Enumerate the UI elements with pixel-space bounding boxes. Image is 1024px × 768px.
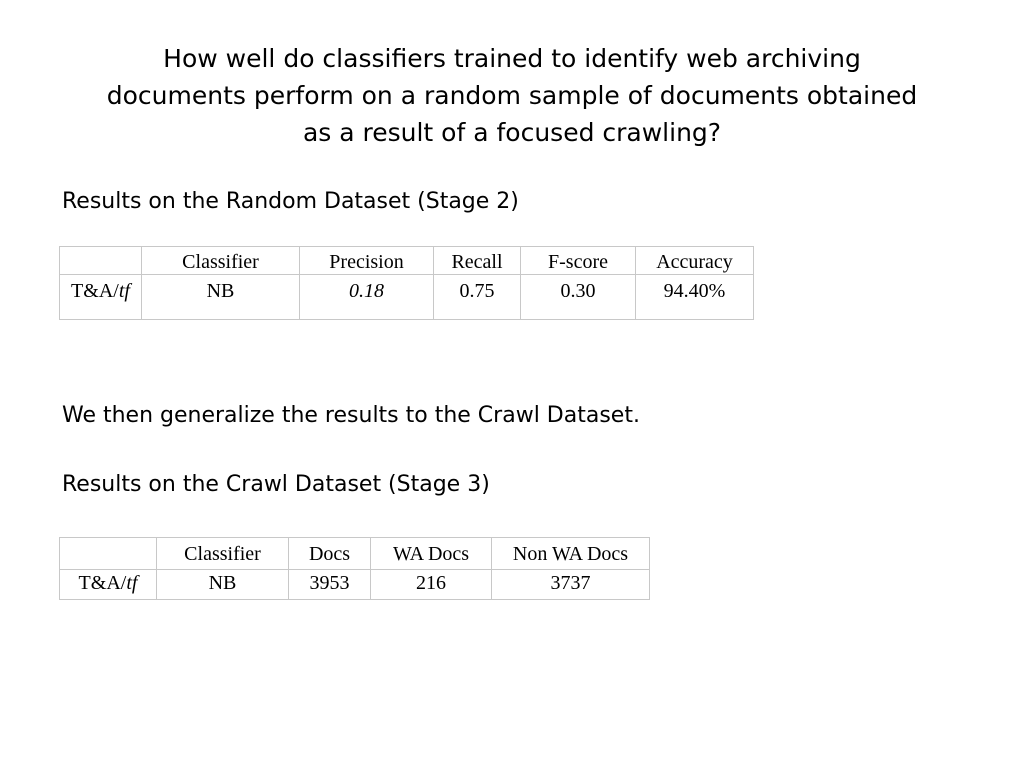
feature-italic: tf <box>126 572 138 594</box>
column-header-accuracy: Accuracy <box>636 247 754 275</box>
table-header-row <box>60 247 754 275</box>
cell-feature <box>60 275 142 320</box>
cell-fscore: 0.30 <box>521 275 636 320</box>
random-dataset-table <box>59 246 754 320</box>
feature-prefix: T&A/ <box>78 572 127 594</box>
table-row <box>60 275 754 320</box>
column-header-wa-docs: WA Docs <box>371 538 492 570</box>
column-header-classifier: Classifier <box>157 538 289 570</box>
cell-accuracy: 94.40% <box>636 275 754 320</box>
cell-feature <box>60 570 157 600</box>
feature-italic: tf <box>118 280 130 302</box>
table-row <box>60 570 650 600</box>
column-header-feature <box>60 247 142 275</box>
column-header-recall: Recall <box>434 247 521 275</box>
column-header-docs: Docs <box>289 538 371 570</box>
column-header-classifier: Classifier <box>142 247 300 275</box>
cell-non-wa-docs: 3737 <box>492 570 650 600</box>
generalize-text: We then generalize the results to the Crawl Dataset. <box>62 403 640 428</box>
cell-docs: 3953 <box>289 570 371 600</box>
crawl-dataset-table <box>59 537 650 600</box>
slide-title <box>40 40 984 151</box>
column-header-fscore: F-score <box>521 247 636 275</box>
title-line-1: How well do classifiers trained to identify web archiving <box>163 44 861 73</box>
cell-classifier: NB <box>157 570 289 600</box>
table-header-row <box>60 538 650 570</box>
cell-recall: 0.75 <box>434 275 521 320</box>
cell-wa-docs: 216 <box>371 570 492 600</box>
cell-classifier: NB <box>142 275 300 320</box>
column-header-precision: Precision <box>300 247 434 275</box>
crawl-dataset-heading: Results on the Crawl Dataset (Stage 3) <box>62 472 490 497</box>
column-header-feature <box>60 538 157 570</box>
feature-prefix: T&A/ <box>71 280 119 302</box>
random-dataset-heading: Results on the Random Dataset (Stage 2) <box>62 189 519 214</box>
title-line-2: documents perform on a random sample of documents obtained <box>106 81 918 110</box>
column-header-non-wa-docs: Non WA Docs <box>492 538 650 570</box>
cell-precision: 0.18 <box>300 275 434 320</box>
title-line-3: as a result of a focused crawling? <box>302 118 722 147</box>
